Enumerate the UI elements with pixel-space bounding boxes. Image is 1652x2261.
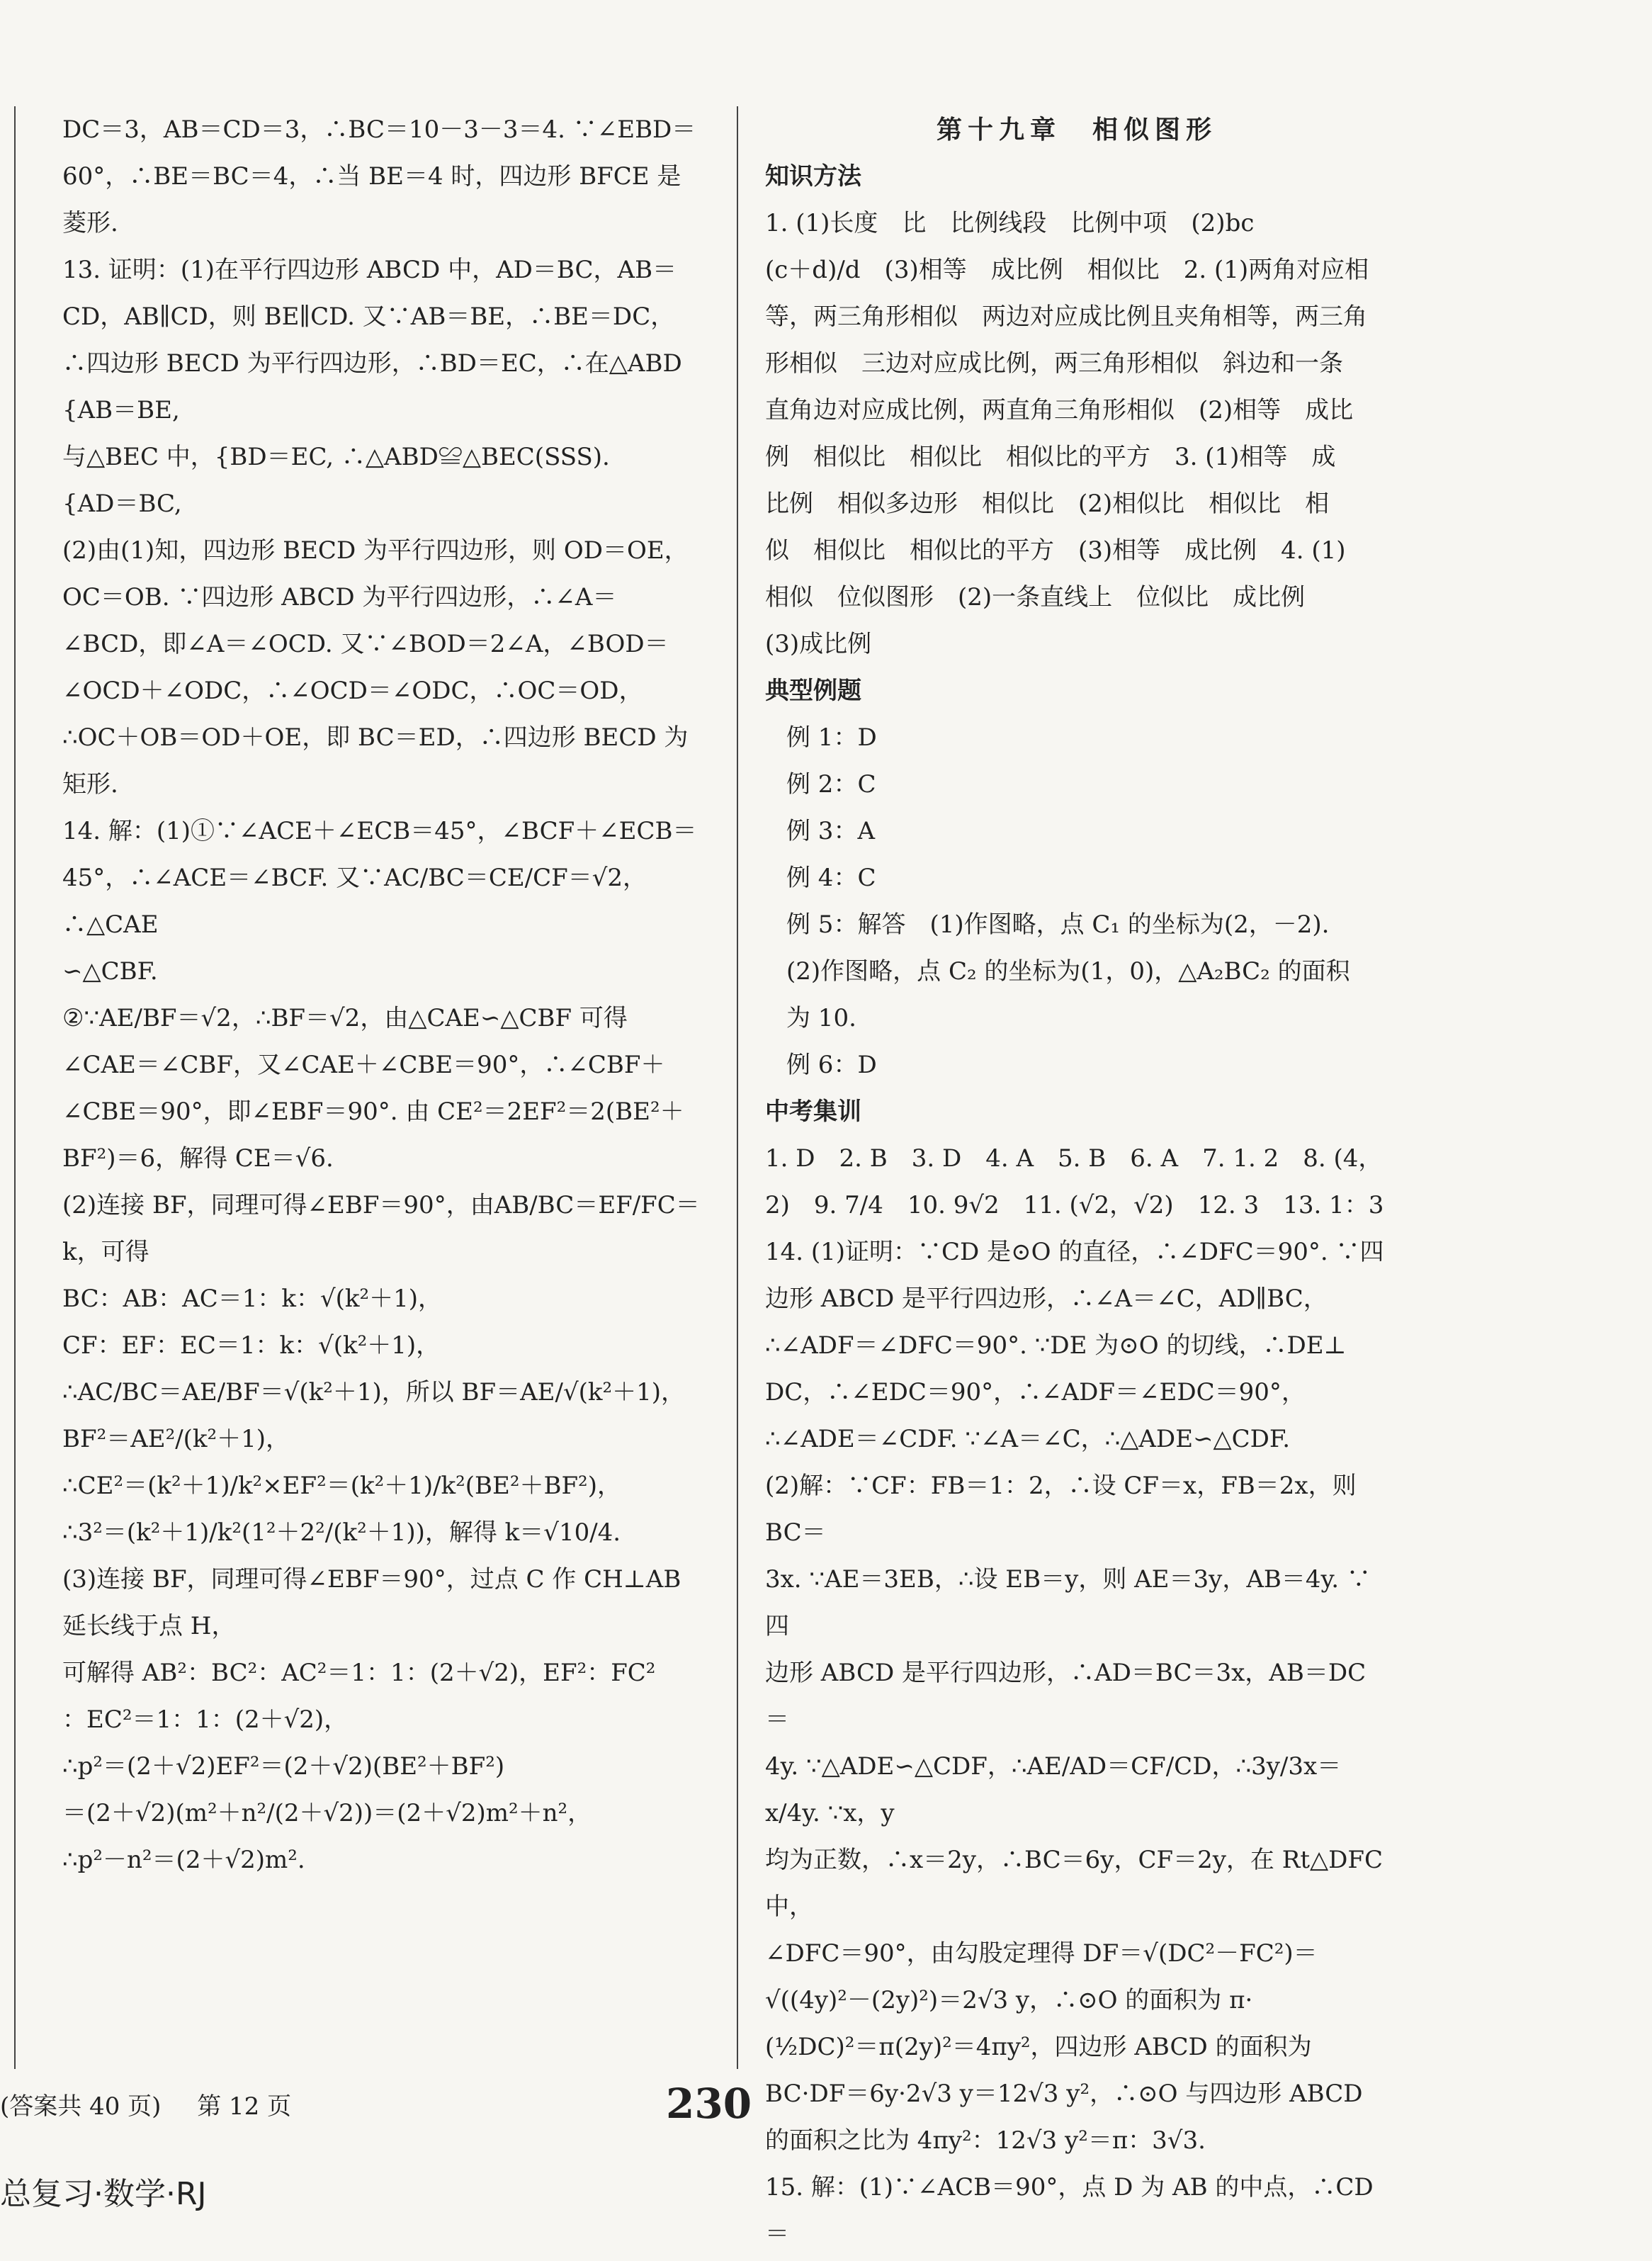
- text-line: 14. 解：(1)①∵∠ACE＋∠ECB＝45°，∠BCF＋∠ECB＝: [62, 817, 697, 845]
- section-heading-methods: 知识方法: [765, 162, 861, 191]
- text-line: ∴AC/BC＝AE/BF＝√(k²＋1)，所以 BF＝AE/√(k²＋1)，BF²＝AE²/(k²＋1)，: [62, 1378, 686, 1453]
- text-line: DC＝3，AB＝CD＝3，∴BC＝10－3－3＝4. ∵∠EBD＝: [62, 115, 696, 144]
- text-line: ＝(2＋√2)(m²＋n²/(2＋√2))＝(2＋√2)m²＋n²，: [62, 1799, 592, 1827]
- page-number: 230: [666, 2080, 752, 2128]
- right-column: [765, 106, 1388, 2257]
- text-line: ∽△CBF.: [62, 957, 158, 986]
- text-line: CD，AB∥CD，则 BE∥CD. 又∵AB＝BE，∴BE＝DC，: [62, 303, 675, 331]
- text-line: (2)连接 BF，同理可得∠EBF＝90°，由AB/BC＝EF/FC＝k，可得: [62, 1191, 700, 1266]
- left-margin-rule: [14, 106, 16, 2069]
- text-line: 3x. ∵AE＝3EB，∴设 EB＝y，则 AE＝3y，AB＝4y. ∵四: [765, 1565, 1371, 1640]
- text-line: OC＝OB. ∵四边形 ABCD 为平行四边形，∴∠A＝: [62, 583, 617, 611]
- text-line: 直角边对应成比例，两直角三角形相似 (2)相等 成比: [765, 396, 1354, 424]
- column-divider: [737, 106, 738, 2069]
- text-line: 例 6：D: [786, 1051, 877, 1079]
- text-line: ∠CBE＝90°，即∠EBF＝90°. 由 CE²＝2EF²＝2(BE²＋: [62, 1098, 684, 1126]
- text-line: CF：EF：EC＝1：k：√(k²＋1)，: [62, 1331, 441, 1360]
- section-heading-examples: 典型例题: [765, 677, 861, 705]
- text-line: ∠DFC＝90°，由勾股定理得 DF＝√(DC²－FC²)＝: [765, 1939, 1318, 1968]
- footer-note: [0, 2087, 319, 2121]
- text-line: 延长线于点 H，: [62, 1612, 236, 1640]
- text-line: ∠CAE＝∠CBF，又∠CAE＋∠CBE＝90°，∴∠CBF＋: [62, 1051, 665, 1079]
- chapter-title: 第十九章 相似图形: [936, 115, 1217, 145]
- text-line: 例 相似比 相似比 相似比的平方 3. (1)相等 成: [765, 443, 1336, 471]
- text-line: ∴p²＝(2＋√2)EF²＝(2＋√2)(BE²＋BF²): [62, 1752, 505, 1781]
- text-line: 矩形.: [62, 770, 118, 799]
- text-line: (2)作图略，点 C₂ 的坐标为(1，0)，△A₂BC₂ 的面积: [786, 957, 1350, 986]
- text-line: 60°，∴BE＝BC＝4，∴当 BE＝4 时，四边形 BFCE 是: [62, 162, 681, 191]
- text-line: 与△BEC 中，{BD＝EC, ∴△ABD≌△BEC(SSS).: [62, 443, 610, 471]
- text-line: BC·DF＝6y·2√3 y＝12√3 y²，∴⊙O 与四边形 ABCD: [765, 2080, 1363, 2108]
- text-line: ∴四边形 BECD 为平行四边形，∴BD＝EC，∴在△ABD: [62, 349, 682, 378]
- text-line: 为 10.: [786, 1004, 856, 1032]
- text-line: ②∵AE/BF＝√2，∴BF＝√2，由△CAE∽△CBF 可得: [62, 1004, 628, 1032]
- text-line: 比例 相似多边形 相似比 (2)相似比 相似比 相: [765, 490, 1330, 518]
- text-line: 4y. ∵△ADE∽△CDF，∴AE/AD＝CF/CD，∴3y/3x＝x/4y. ∵x，y: [765, 1752, 1342, 1827]
- text-line: BF²)＝6，解得 CE＝√6.: [62, 1144, 334, 1173]
- text-line: 等，两三角形相似 两边对应成比例且夹角相等，两三角: [765, 303, 1367, 331]
- text-line: (c＋d)/d (3)相等 成比例 相似比 2. (1)两角对应相: [765, 256, 1369, 284]
- text-line: {AB＝BE,: [62, 396, 180, 424]
- exam-lines: [765, 1135, 1388, 2257]
- section-heading-exam: 中考集训: [765, 1098, 861, 1126]
- text-line: 1. D 2. B 3. D 4. A 5. B 6. A 7. 1. 2 8. (4，: [765, 1144, 1383, 1173]
- text-line: (½DC)²＝π(2y)²＝4πy²，四边形 ABCD 的面积为: [765, 2033, 1312, 2061]
- text-line: (2)由(1)知，四边形 BECD 为平行四边形，则 OD＝OE，: [62, 536, 689, 565]
- left-column: [62, 106, 714, 1883]
- text-line: 例 4：C: [786, 864, 876, 892]
- text-line: 似 相似比 相似比的平方 (3)相等 成比例 4. (1): [765, 536, 1346, 565]
- text-line: 边形 ABCD 是平行四边形，∴AD＝BC＝3x，AB＝DC＝: [765, 1659, 1367, 1734]
- text-line: 例 3：A: [786, 817, 875, 845]
- text-line: ∠BCD，即∠A＝∠OCD. 又∵∠BOD＝2∠A，∠BOD＝: [62, 630, 669, 658]
- text-line: 1. (1)长度 比 比例线段 比例中项 (2)bc: [765, 209, 1255, 237]
- text-line: 的面积之比为 4πy²：12√3 y²＝π：3√3.: [765, 2126, 1206, 2155]
- text-line: 例 1：D: [786, 723, 877, 752]
- answer-note: (答案共 40 页): [0, 2092, 162, 2121]
- text-line: 均为正数，∴x＝2y，∴BC＝6y，CF＝2y，在 Rt△DFC 中，: [765, 1846, 1384, 1921]
- text-line: ：EC²＝1：1：(2＋√2)，: [62, 1705, 349, 1734]
- text-line: ∴∠ADE＝∠CDF. ∵∠A＝∠C，∴△ADE∽△CDF.: [765, 1425, 1291, 1453]
- text-line: ∠OCD＋∠ODC，∴∠OCD＝∠ODC，∴OC＝OD，: [62, 677, 643, 705]
- book-title: 总复习·数学·RJ: [0, 2176, 207, 2212]
- text-line: {AD＝BC,: [62, 490, 182, 518]
- examples-lines: [765, 714, 1388, 1088]
- text-line: 例 2：C: [786, 770, 876, 799]
- text-line: 2) 9. 7/4 10. 9√2 11. (√2，√2) 12. 3 13. 1：3: [765, 1191, 1384, 1219]
- text-line: 15. 解：(1)∵∠ACB＝90°，点 D 为 AB 的中点，∴CD＝: [765, 2173, 1374, 2248]
- text-line: ∴∠ADF＝∠DFC＝90°. ∵DE 为⊙O 的切线，∴DE⊥: [765, 1331, 1347, 1360]
- text-line: (3)成比例: [765, 630, 872, 658]
- page-label: 第 12 页: [197, 2092, 292, 2121]
- text-line: 边形 ABCD 是平行四边形，∴∠A＝∠C，AD∥BC，: [765, 1285, 1328, 1313]
- text-line: 例 5：解答 (1)作图略，点 C₁ 的坐标为(2，－2).: [786, 910, 1330, 939]
- text-line: ∴p²－n²＝(2＋√2)m².: [62, 1846, 305, 1874]
- text-line: (2)解：∵CF：FB＝1：2，∴设 CF＝x，FB＝2x，则 BC＝: [765, 1472, 1357, 1547]
- text-line: ∴CE²＝(k²＋1)/k²×EF²＝(k²＋1)/k²(BE²＋BF²)，: [62, 1472, 621, 1500]
- text-line: 45°，∴∠ACE＝∠BCF. 又∵AC/BC＝CE/CF＝√2，∴△CAE: [62, 864, 647, 939]
- text-line: ∴OC＋OB＝OD＋OE，即 BC＝ED，∴四边形 BECD 为: [62, 723, 689, 752]
- text-line: 相似 位似图形 (2)一条直线上 位似比 成比例: [765, 583, 1306, 611]
- text-line: BC：AB：AC＝1：k：√(k²＋1)，: [62, 1285, 443, 1313]
- text-line: ∴3²＝(k²＋1)/k²(1²＋2²/(k²＋1))，解得 k＝√10/4.: [62, 1518, 621, 1547]
- text-line: 形相似 三边对应成比例，两三角形相似 斜边和一条: [765, 349, 1343, 378]
- text-line: 13. 证明：(1)在平行四边形 ABCD 中，AD＝BC，AB＝: [62, 256, 677, 284]
- text-line: 14. (1)证明：∵CD 是⊙O 的直径，∴∠DFC＝90°. ∵四: [765, 1238, 1384, 1266]
- methods-lines: [765, 200, 1388, 667]
- text-line: DC，∴∠EDC＝90°，∴∠ADF＝∠EDC＝90°，: [765, 1378, 1306, 1406]
- text-line: 菱形.: [62, 209, 118, 237]
- text-line: (3)连接 BF，同理可得∠EBF＝90°，过点 C 作 CH⊥AB: [62, 1565, 681, 1594]
- text-line: √((4y)²－(2y)²)＝2√3 y，∴⊙O 的面积为 π·: [765, 1986, 1253, 2014]
- text-line: 可解得 AB²：BC²：AC²＝1：1：(2＋√2)，EF²：FC²: [62, 1659, 656, 1687]
